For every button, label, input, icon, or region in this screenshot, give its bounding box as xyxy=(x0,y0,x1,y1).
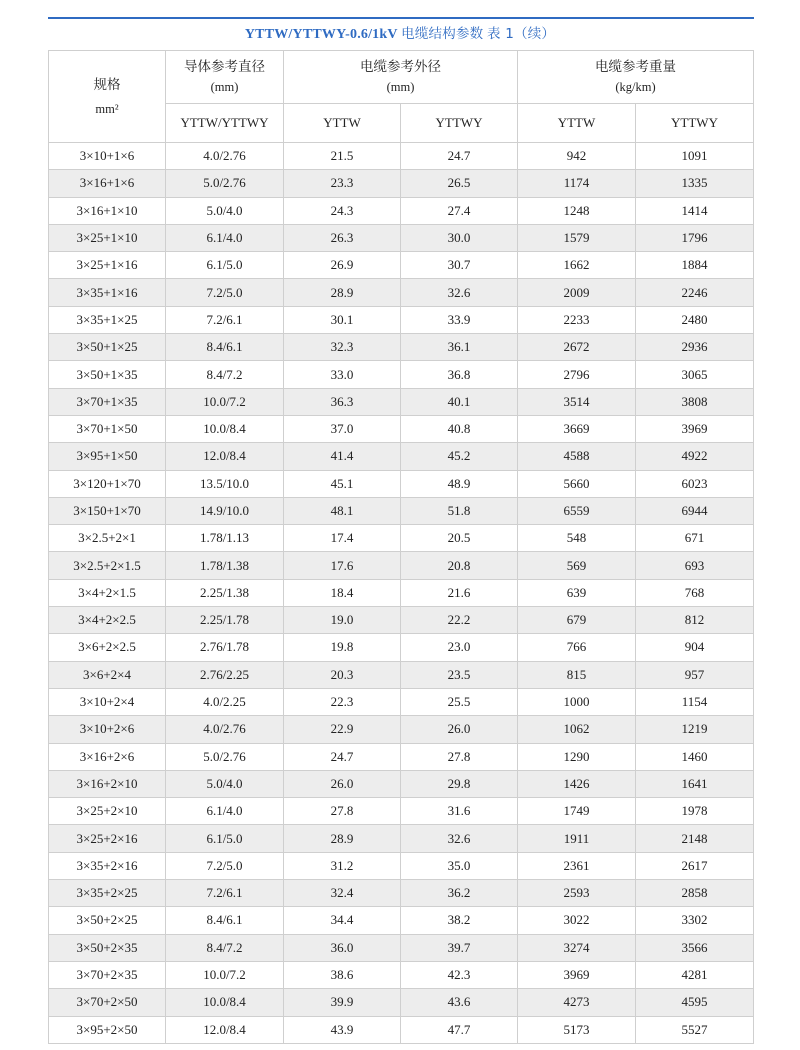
outer-yttwy-cell: 38.2 xyxy=(401,907,518,934)
outer-yttw-cell: 48.1 xyxy=(284,497,401,524)
outer-yttwy-cell: 42.3 xyxy=(401,961,518,988)
weight-yttw-cell: 2009 xyxy=(518,279,636,306)
weight-yttw-cell: 2796 xyxy=(518,361,636,388)
conductor-diameter-cell: 10.0/8.4 xyxy=(166,415,284,442)
outer-yttwy-cell: 20.5 xyxy=(401,525,518,552)
weight-yttw-cell: 1749 xyxy=(518,798,636,825)
conductor-diameter-cell: 6.1/5.0 xyxy=(166,252,284,279)
weight-yttwy-cell: 3065 xyxy=(636,361,754,388)
weight-yttwy-cell: 1641 xyxy=(636,770,754,797)
header-row-1 xyxy=(49,51,754,104)
weight-yttw-cell: 2361 xyxy=(518,852,636,879)
weight-yttwy-cell: 1978 xyxy=(636,798,754,825)
spec-cell: 3×10+2×6 xyxy=(49,716,166,743)
table-row xyxy=(49,361,754,388)
table-row xyxy=(49,525,754,552)
weight-yttw-cell: 3022 xyxy=(518,907,636,934)
header-rule xyxy=(48,17,754,19)
table-row xyxy=(49,170,754,197)
header-outer-label: 电缆参考外径 xyxy=(360,59,441,75)
spec-cell: 3×16+1×10 xyxy=(49,197,166,224)
weight-yttwy-cell: 2480 xyxy=(636,306,754,333)
weight-yttwy-cell: 3302 xyxy=(636,907,754,934)
table-row xyxy=(49,743,754,770)
title-text: 电缆结构参数 xyxy=(401,26,484,42)
spec-cell: 3×4+2×2.5 xyxy=(49,607,166,634)
spec-cell: 3×4+2×1.5 xyxy=(49,579,166,606)
table-row xyxy=(49,880,754,907)
weight-yttwy-cell: 3566 xyxy=(636,934,754,961)
outer-yttwy-cell: 36.8 xyxy=(401,361,518,388)
spec-cell: 3×150+1×70 xyxy=(49,497,166,524)
conductor-diameter-cell: 13.5/10.0 xyxy=(166,470,284,497)
weight-yttwy-cell: 3808 xyxy=(636,388,754,415)
outer-yttwy-cell: 26.5 xyxy=(401,170,518,197)
table-row xyxy=(49,497,754,524)
header-weight-yttw: YTTW xyxy=(518,104,636,143)
outer-yttw-cell: 32.4 xyxy=(284,880,401,907)
spec-cell: 3×50+1×25 xyxy=(49,334,166,361)
table-row xyxy=(49,934,754,961)
spec-cell: 3×6+2×4 xyxy=(49,661,166,688)
weight-yttw-cell: 639 xyxy=(518,579,636,606)
page-title xyxy=(0,22,800,43)
spec-cell: 3×25+1×16 xyxy=(49,252,166,279)
weight-yttwy-cell: 4281 xyxy=(636,961,754,988)
outer-yttwy-cell: 29.8 xyxy=(401,770,518,797)
outer-yttw-cell: 28.9 xyxy=(284,825,401,852)
weight-yttw-cell: 3274 xyxy=(518,934,636,961)
table-row xyxy=(49,716,754,743)
outer-yttwy-cell: 45.2 xyxy=(401,443,518,470)
table-row xyxy=(49,279,754,306)
outer-yttw-cell: 27.8 xyxy=(284,798,401,825)
outer-yttw-cell: 17.6 xyxy=(284,552,401,579)
outer-yttwy-cell: 25.5 xyxy=(401,688,518,715)
header-weight-label: 电缆参考重量 xyxy=(595,59,676,75)
outer-yttw-cell: 26.3 xyxy=(284,224,401,251)
outer-yttw-cell: 26.0 xyxy=(284,770,401,797)
table-row xyxy=(49,252,754,279)
weight-yttwy-cell: 2148 xyxy=(636,825,754,852)
conductor-diameter-cell: 6.1/4.0 xyxy=(166,798,284,825)
spec-cell: 3×2.5+2×1.5 xyxy=(49,552,166,579)
spec-cell: 3×50+2×25 xyxy=(49,907,166,934)
weight-yttwy-cell: 768 xyxy=(636,579,754,606)
table-row xyxy=(49,306,754,333)
weight-yttwy-cell: 812 xyxy=(636,607,754,634)
outer-yttw-cell: 41.4 xyxy=(284,443,401,470)
outer-yttw-cell: 32.3 xyxy=(284,334,401,361)
outer-yttwy-cell: 40.8 xyxy=(401,415,518,442)
weight-yttwy-cell: 693 xyxy=(636,552,754,579)
table-row xyxy=(49,770,754,797)
conductor-diameter-cell: 12.0/8.4 xyxy=(166,1016,284,1043)
table-row xyxy=(49,852,754,879)
weight-yttw-cell: 3669 xyxy=(518,415,636,442)
weight-yttw-cell: 2233 xyxy=(518,306,636,333)
outer-yttwy-cell: 35.0 xyxy=(401,852,518,879)
header-outer-unit: (mm) xyxy=(386,80,415,94)
spec-cell: 3×35+1×25 xyxy=(49,306,166,333)
outer-yttwy-cell: 33.9 xyxy=(401,306,518,333)
conductor-diameter-cell: 8.4/7.2 xyxy=(166,361,284,388)
weight-yttw-cell: 942 xyxy=(518,143,636,170)
weight-yttw-cell: 1426 xyxy=(518,770,636,797)
outer-yttwy-cell: 43.6 xyxy=(401,989,518,1016)
outer-yttw-cell: 36.3 xyxy=(284,388,401,415)
outer-yttwy-cell: 23.5 xyxy=(401,661,518,688)
outer-yttwy-cell: 23.0 xyxy=(401,634,518,661)
header-conductor xyxy=(166,51,284,104)
conductor-diameter-cell: 10.0/7.2 xyxy=(166,961,284,988)
spec-cell: 3×16+2×6 xyxy=(49,743,166,770)
spec-cell: 3×95+1×50 xyxy=(49,443,166,470)
outer-yttw-cell: 19.8 xyxy=(284,634,401,661)
weight-yttw-cell: 1062 xyxy=(518,716,636,743)
outer-yttwy-cell: 21.6 xyxy=(401,579,518,606)
outer-yttw-cell: 20.3 xyxy=(284,661,401,688)
weight-yttw-cell: 815 xyxy=(518,661,636,688)
outer-yttw-cell: 45.1 xyxy=(284,470,401,497)
outer-yttwy-cell: 36.2 xyxy=(401,880,518,907)
header-spec-unit: mm² xyxy=(95,101,119,116)
spec-cell: 3×70+2×50 xyxy=(49,989,166,1016)
outer-yttwy-cell: 30.0 xyxy=(401,224,518,251)
outer-yttw-cell: 22.9 xyxy=(284,716,401,743)
cable-parameter-table xyxy=(48,50,754,1044)
table-row xyxy=(49,661,754,688)
header-spec xyxy=(49,51,166,143)
conductor-diameter-cell: 4.0/2.25 xyxy=(166,688,284,715)
conductor-diameter-cell: 6.1/5.0 xyxy=(166,825,284,852)
header-conductor-label: 导体参考直径 xyxy=(184,59,265,75)
table-row xyxy=(49,798,754,825)
weight-yttwy-cell: 3969 xyxy=(636,415,754,442)
conductor-diameter-cell: 12.0/8.4 xyxy=(166,443,284,470)
weight-yttwy-cell: 2246 xyxy=(636,279,754,306)
conductor-diameter-cell: 6.1/4.0 xyxy=(166,224,284,251)
weight-yttw-cell: 3514 xyxy=(518,388,636,415)
weight-yttwy-cell: 1091 xyxy=(636,143,754,170)
conductor-diameter-cell: 7.2/6.1 xyxy=(166,306,284,333)
outer-yttw-cell: 38.6 xyxy=(284,961,401,988)
title-table-ref: 表 1（续） xyxy=(487,26,556,42)
header-conductor-unit: (mm) xyxy=(210,80,239,94)
conductor-diameter-cell: 2.76/2.25 xyxy=(166,661,284,688)
table-row xyxy=(49,825,754,852)
weight-yttw-cell: 2672 xyxy=(518,334,636,361)
outer-yttw-cell: 43.9 xyxy=(284,1016,401,1043)
outer-yttw-cell: 22.3 xyxy=(284,688,401,715)
conductor-diameter-cell: 4.0/2.76 xyxy=(166,143,284,170)
weight-yttw-cell: 1911 xyxy=(518,825,636,852)
conductor-diameter-cell: 2.76/1.78 xyxy=(166,634,284,661)
spec-cell: 3×25+2×16 xyxy=(49,825,166,852)
conductor-diameter-cell: 10.0/8.4 xyxy=(166,989,284,1016)
weight-yttw-cell: 2593 xyxy=(518,880,636,907)
weight-yttw-cell: 1174 xyxy=(518,170,636,197)
spec-cell: 3×25+1×10 xyxy=(49,224,166,251)
outer-yttw-cell: 36.0 xyxy=(284,934,401,961)
conductor-diameter-cell: 5.0/4.0 xyxy=(166,197,284,224)
conductor-diameter-cell: 1.78/1.13 xyxy=(166,525,284,552)
header-outer-diameter xyxy=(284,51,518,104)
weight-yttw-cell: 1000 xyxy=(518,688,636,715)
outer-yttwy-cell: 36.1 xyxy=(401,334,518,361)
spec-cell: 3×95+2×50 xyxy=(49,1016,166,1043)
spec-cell: 3×16+1×6 xyxy=(49,170,166,197)
outer-yttwy-cell: 24.7 xyxy=(401,143,518,170)
weight-yttwy-cell: 1154 xyxy=(636,688,754,715)
spec-cell: 3×10+2×4 xyxy=(49,688,166,715)
outer-yttw-cell: 19.0 xyxy=(284,607,401,634)
table-row xyxy=(49,415,754,442)
table-row xyxy=(49,552,754,579)
conductor-diameter-cell: 14.9/10.0 xyxy=(166,497,284,524)
title-model: YTTW/YTTWY-0.6/1kV xyxy=(244,27,398,42)
outer-yttwy-cell: 22.2 xyxy=(401,607,518,634)
table-row xyxy=(49,470,754,497)
outer-yttwy-cell: 27.4 xyxy=(401,197,518,224)
spec-cell: 3×70+1×35 xyxy=(49,388,166,415)
weight-yttwy-cell: 1460 xyxy=(636,743,754,770)
outer-yttw-cell: 33.0 xyxy=(284,361,401,388)
weight-yttw-cell: 679 xyxy=(518,607,636,634)
spec-cell: 3×70+1×50 xyxy=(49,415,166,442)
weight-yttwy-cell: 671 xyxy=(636,525,754,552)
table-row xyxy=(49,334,754,361)
outer-yttwy-cell: 30.7 xyxy=(401,252,518,279)
conductor-diameter-cell: 5.0/4.0 xyxy=(166,770,284,797)
conductor-diameter-cell: 5.0/2.76 xyxy=(166,170,284,197)
table-body xyxy=(49,143,754,1044)
outer-yttw-cell: 28.9 xyxy=(284,279,401,306)
weight-yttwy-cell: 4595 xyxy=(636,989,754,1016)
conductor-diameter-cell: 2.25/1.78 xyxy=(166,607,284,634)
weight-yttw-cell: 1248 xyxy=(518,197,636,224)
conductor-diameter-cell: 4.0/2.76 xyxy=(166,716,284,743)
weight-yttwy-cell: 957 xyxy=(636,661,754,688)
conductor-diameter-cell: 8.4/6.1 xyxy=(166,334,284,361)
spec-cell: 3×50+2×35 xyxy=(49,934,166,961)
weight-yttw-cell: 1579 xyxy=(518,224,636,251)
weight-yttw-cell: 4273 xyxy=(518,989,636,1016)
weight-yttwy-cell: 2617 xyxy=(636,852,754,879)
outer-yttw-cell: 24.3 xyxy=(284,197,401,224)
spec-cell: 3×2.5+2×1 xyxy=(49,525,166,552)
outer-yttwy-cell: 40.1 xyxy=(401,388,518,415)
spec-cell: 3×35+1×16 xyxy=(49,279,166,306)
header-weight-yttwy: YTTWY xyxy=(636,104,754,143)
conductor-diameter-cell: 2.25/1.38 xyxy=(166,579,284,606)
table-row xyxy=(49,1016,754,1043)
outer-yttwy-cell: 27.8 xyxy=(401,743,518,770)
table-row xyxy=(49,961,754,988)
outer-yttw-cell: 23.3 xyxy=(284,170,401,197)
header-weight-unit: (kg/km) xyxy=(615,80,656,94)
weight-yttw-cell: 766 xyxy=(518,634,636,661)
weight-yttwy-cell: 904 xyxy=(636,634,754,661)
table-row xyxy=(49,388,754,415)
weight-yttwy-cell: 1219 xyxy=(636,716,754,743)
spec-cell: 3×70+2×35 xyxy=(49,961,166,988)
spec-cell: 3×25+2×10 xyxy=(49,798,166,825)
weight-yttw-cell: 5660 xyxy=(518,470,636,497)
weight-yttwy-cell: 1414 xyxy=(636,197,754,224)
spec-cell: 3×35+2×25 xyxy=(49,880,166,907)
outer-yttwy-cell: 51.8 xyxy=(401,497,518,524)
table-row xyxy=(49,634,754,661)
outer-yttw-cell: 21.5 xyxy=(284,143,401,170)
header-conductor-sub: YTTW/YTTWY xyxy=(166,104,284,143)
outer-yttwy-cell: 26.0 xyxy=(401,716,518,743)
weight-yttwy-cell: 1335 xyxy=(636,170,754,197)
table-row xyxy=(49,579,754,606)
weight-yttwy-cell: 6944 xyxy=(636,497,754,524)
outer-yttwy-cell: 32.6 xyxy=(401,279,518,306)
weight-yttwy-cell: 2936 xyxy=(636,334,754,361)
conductor-diameter-cell: 1.78/1.38 xyxy=(166,552,284,579)
conductor-diameter-cell: 7.2/6.1 xyxy=(166,880,284,907)
outer-yttw-cell: 24.7 xyxy=(284,743,401,770)
header-outer-yttwy: YTTWY xyxy=(401,104,518,143)
outer-yttwy-cell: 47.7 xyxy=(401,1016,518,1043)
conductor-diameter-cell: 7.2/5.0 xyxy=(166,279,284,306)
conductor-diameter-cell: 8.4/6.1 xyxy=(166,907,284,934)
outer-yttwy-cell: 48.9 xyxy=(401,470,518,497)
outer-yttw-cell: 30.1 xyxy=(284,306,401,333)
weight-yttw-cell: 1290 xyxy=(518,743,636,770)
table-row xyxy=(49,688,754,715)
table-row xyxy=(49,143,754,170)
spec-cell: 3×120+1×70 xyxy=(49,470,166,497)
outer-yttwy-cell: 32.6 xyxy=(401,825,518,852)
outer-yttwy-cell: 31.6 xyxy=(401,798,518,825)
weight-yttw-cell: 4588 xyxy=(518,443,636,470)
spec-cell: 3×50+1×35 xyxy=(49,361,166,388)
header-weight xyxy=(518,51,754,104)
weight-yttw-cell: 6559 xyxy=(518,497,636,524)
weight-yttw-cell: 1662 xyxy=(518,252,636,279)
weight-yttwy-cell: 2858 xyxy=(636,880,754,907)
table-row xyxy=(49,607,754,634)
conductor-diameter-cell: 5.0/2.76 xyxy=(166,743,284,770)
spec-cell: 3×16+2×10 xyxy=(49,770,166,797)
weight-yttw-cell: 5173 xyxy=(518,1016,636,1043)
table-row xyxy=(49,443,754,470)
outer-yttw-cell: 31.2 xyxy=(284,852,401,879)
weight-yttwy-cell: 4922 xyxy=(636,443,754,470)
outer-yttwy-cell: 20.8 xyxy=(401,552,518,579)
weight-yttw-cell: 548 xyxy=(518,525,636,552)
table-row xyxy=(49,907,754,934)
table-row xyxy=(49,989,754,1016)
spec-cell: 3×35+2×16 xyxy=(49,852,166,879)
spec-cell: 3×6+2×2.5 xyxy=(49,634,166,661)
outer-yttw-cell: 37.0 xyxy=(284,415,401,442)
weight-yttw-cell: 569 xyxy=(518,552,636,579)
outer-yttw-cell: 26.9 xyxy=(284,252,401,279)
header-spec-label: 规格 xyxy=(93,76,121,93)
table-row xyxy=(49,197,754,224)
conductor-diameter-cell: 7.2/5.0 xyxy=(166,852,284,879)
outer-yttw-cell: 17.4 xyxy=(284,525,401,552)
weight-yttwy-cell: 6023 xyxy=(636,470,754,497)
weight-yttwy-cell: 5527 xyxy=(636,1016,754,1043)
outer-yttwy-cell: 39.7 xyxy=(401,934,518,961)
outer-yttw-cell: 39.9 xyxy=(284,989,401,1016)
outer-yttw-cell: 18.4 xyxy=(284,579,401,606)
spec-cell: 3×10+1×6 xyxy=(49,143,166,170)
weight-yttwy-cell: 1796 xyxy=(636,224,754,251)
conductor-diameter-cell: 8.4/7.2 xyxy=(166,934,284,961)
weight-yttwy-cell: 1884 xyxy=(636,252,754,279)
weight-yttw-cell: 3969 xyxy=(518,961,636,988)
outer-yttw-cell: 34.4 xyxy=(284,907,401,934)
conductor-diameter-cell: 10.0/7.2 xyxy=(166,388,284,415)
header-outer-yttw: YTTW xyxy=(284,104,401,143)
table-row xyxy=(49,224,754,251)
